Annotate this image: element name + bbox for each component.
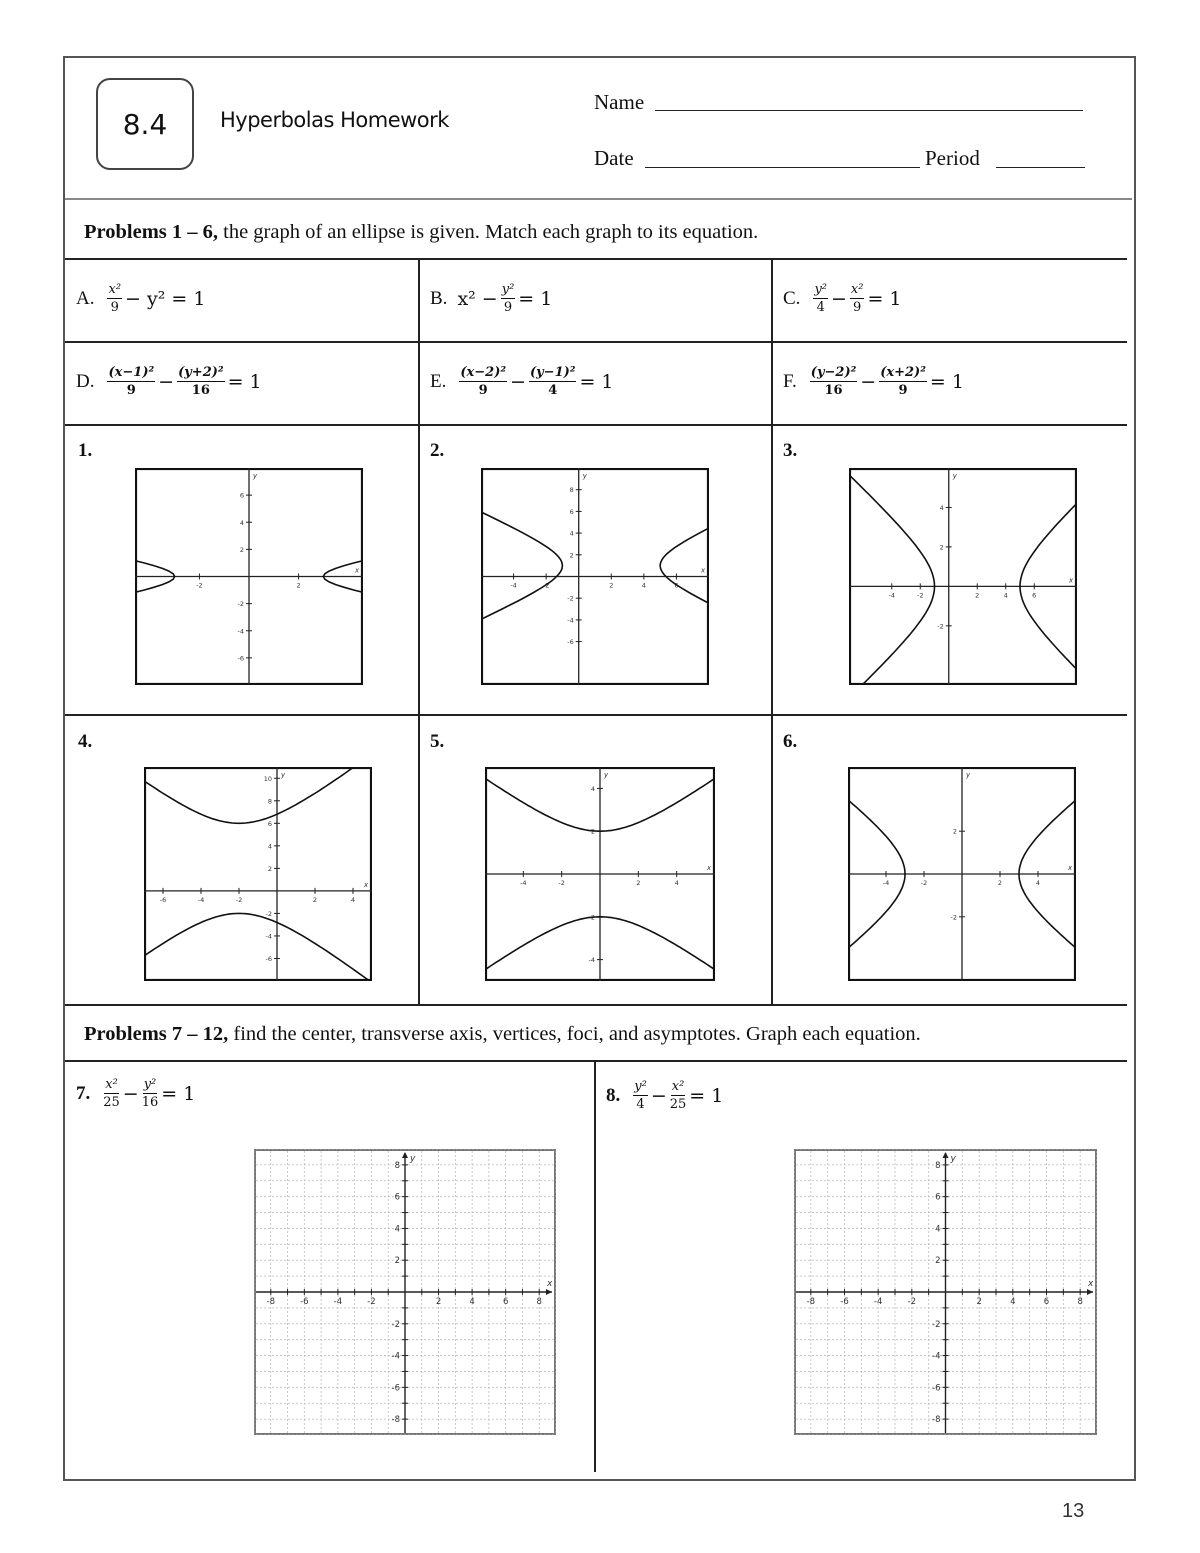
equation-f: [807, 365, 964, 398]
denominator: 9: [853, 300, 862, 315]
y-axis-label: y: [952, 472, 957, 480]
denominator: 9: [110, 300, 119, 315]
y-tick-label: -4: [265, 932, 272, 941]
equation-d: [104, 365, 261, 398]
denominator: 9: [898, 383, 908, 398]
x-tick-label: 2: [997, 879, 1003, 887]
x-tick-label: 8: [1077, 1297, 1083, 1307]
y-tick-label: -4: [391, 1351, 400, 1362]
minus-sign: −: [122, 1082, 139, 1105]
x-tick-label: -4: [882, 879, 890, 887]
graph-label-2: 2.: [430, 440, 445, 461]
denominator: 25: [669, 1097, 687, 1112]
x-axis-label: x: [547, 1279, 553, 1289]
numerator: (y−2)²: [810, 365, 857, 380]
x-tick-label: -6: [840, 1297, 849, 1307]
numerator: x²: [108, 282, 122, 297]
table-rule: [65, 258, 1127, 260]
x-tick-label: 6: [674, 581, 679, 590]
x-axis-label: x: [1088, 1279, 1094, 1289]
y-tick-label: -2: [567, 594, 574, 603]
numerator: (y−1)²: [529, 365, 576, 380]
y-axis-label: y: [582, 472, 587, 480]
y-tick-label: 6: [239, 491, 244, 500]
denominator: 16: [141, 1095, 159, 1110]
graph-5: [485, 767, 715, 981]
option-letter: F.: [783, 370, 797, 392]
header-divider: [65, 198, 1132, 200]
x-tick-label: 6: [502, 1297, 509, 1307]
x-tick-label: 4: [674, 879, 679, 887]
y-tick-label: 4: [939, 503, 944, 512]
x-axis-label: x: [701, 566, 706, 575]
denominator: 9: [478, 383, 488, 398]
equation-tail: = 1: [518, 287, 553, 310]
numerator: y²: [634, 1079, 647, 1094]
denominator: 4: [636, 1097, 645, 1112]
period-label: Period: [925, 146, 980, 170]
y-tick-label: 4: [569, 529, 574, 538]
denominator: 4: [548, 383, 558, 398]
numerator: (x−2)²: [460, 365, 507, 380]
x-tick-label: -2: [920, 879, 928, 887]
y-tick-label: -8: [932, 1415, 941, 1426]
x-axis-label: x: [1068, 864, 1073, 872]
option-letter: E.: [430, 370, 447, 392]
section1-lead: Problems 1 – 6,: [84, 221, 219, 243]
y-tick-label: 4: [590, 784, 595, 793]
numerator: (x−1)²: [108, 365, 155, 380]
equation-7: [100, 1077, 195, 1110]
x-tick-label: -2: [235, 895, 243, 904]
y-tick-label: 4: [394, 1224, 400, 1235]
option-b: [430, 282, 552, 315]
table-column-rule: [771, 258, 773, 1005]
minus-sign: −: [650, 1084, 667, 1107]
y-tick-label: 2: [267, 864, 272, 873]
y-tick-label: 8: [267, 797, 272, 806]
equation-tail: − y² = 1: [125, 287, 206, 310]
x-axis-label: x: [364, 880, 369, 889]
x-tick-label: 6: [1032, 591, 1037, 600]
y-tick-label: 6: [267, 819, 272, 828]
x-tick-label: -6: [159, 895, 167, 904]
y-tick-label: -2: [588, 913, 595, 922]
blank-graph-8[interactable]: [794, 1149, 1097, 1435]
equation-c: [810, 282, 901, 315]
y-axis-label: y: [966, 771, 971, 779]
equation-tail: = 1: [579, 370, 614, 393]
table-rule: [65, 714, 1127, 716]
x-tick-label: 2: [636, 879, 641, 887]
y-axis-label: y: [950, 1154, 956, 1164]
graph-label-5: 5.: [430, 731, 445, 752]
equation-a: [104, 282, 205, 315]
x-tick-label: -8: [806, 1297, 816, 1307]
problem-8: [606, 1079, 723, 1112]
option-letter: C.: [783, 287, 801, 309]
x-tick-label: 2: [975, 591, 980, 600]
x-tick-label: 4: [350, 895, 356, 904]
section2-lead: Problems 7 – 12,: [84, 1023, 229, 1045]
x-tick-label: 2: [609, 581, 614, 590]
option-letter: B.: [430, 287, 448, 309]
y-axis-label: y: [281, 771, 286, 779]
y-tick-label: -6: [237, 654, 244, 663]
x-tick-label: -6: [300, 1297, 309, 1307]
x-axis-label: x: [707, 864, 712, 872]
x-axis-label: x: [1069, 576, 1074, 585]
x-tick-label: -4: [510, 581, 517, 590]
minus-sign: −: [860, 370, 877, 393]
blank-graph-7[interactable]: [254, 1149, 556, 1435]
name-field[interactable]: [655, 110, 1083, 111]
section1-instructions: [84, 221, 758, 244]
table-column-rule: [594, 1060, 596, 1472]
y-tick-label: 4: [267, 842, 272, 851]
y-tick-label: -2: [265, 909, 272, 918]
graph-border: [850, 469, 1076, 684]
y-tick-label: 8: [935, 1160, 941, 1171]
equation-e: [456, 365, 613, 398]
table-column-rule: [418, 258, 420, 1005]
option-f: [783, 365, 964, 398]
graph-label-6: 6.: [783, 731, 798, 752]
equation-b: [457, 282, 552, 315]
y-tick-label: 2: [939, 543, 944, 552]
option-letter: D.: [76, 370, 95, 392]
table-rule: [65, 1004, 1127, 1006]
x-tick-label: -4: [873, 1297, 883, 1307]
name-label: Name: [594, 90, 645, 114]
numerator: x²: [105, 1077, 118, 1092]
x-tick-label: 2: [312, 895, 318, 904]
y-tick-label: 2: [569, 551, 574, 560]
y-tick-label: 4: [935, 1224, 941, 1235]
worksheet-title: Hyperbolas Homework: [220, 108, 449, 132]
y-tick-label: 6: [394, 1192, 400, 1203]
denominator: 4: [816, 300, 825, 315]
y-tick-label: -2: [937, 622, 944, 631]
minus-sign: −: [158, 370, 175, 393]
numerator: y²: [143, 1077, 157, 1092]
y-tick-label: 2: [394, 1256, 400, 1267]
y-axis-label: y: [604, 771, 609, 779]
table-rule: [65, 341, 1127, 343]
y-tick-label: -6: [391, 1383, 400, 1394]
x-tick-label: 2: [435, 1297, 442, 1307]
table-rule: [65, 1060, 1127, 1062]
problem-number: 7.: [76, 1082, 91, 1104]
equation-tail: = 1: [689, 1084, 724, 1107]
y-tick-label: 2: [952, 827, 957, 836]
y-tick-label: 6: [935, 1192, 941, 1203]
equation-tail: = 1: [929, 370, 964, 393]
date-label: Date: [594, 146, 634, 170]
y-tick-label: 10: [263, 774, 272, 783]
denominator: 9: [503, 300, 513, 315]
y-tick-label: -4: [237, 627, 244, 636]
graph-label-4: 4.: [78, 731, 93, 752]
x-tick-label: 4: [641, 581, 646, 590]
equation-head: x² −: [457, 287, 498, 310]
x-tick-label: 4: [1010, 1297, 1016, 1307]
y-tick-label: -6: [932, 1383, 941, 1394]
x-tick-label: -4: [197, 895, 205, 904]
problem-7: [76, 1077, 195, 1110]
x-tick-label: 8: [536, 1297, 542, 1307]
denominator: 25: [103, 1095, 120, 1110]
x-tick-label: -4: [333, 1297, 343, 1307]
y-axis-label: y: [410, 1154, 416, 1164]
y-tick-label: 6: [569, 507, 574, 516]
x-tick-label: -2: [196, 581, 203, 590]
graph-label-1: 1.: [78, 440, 93, 461]
equation-tail: = 1: [227, 370, 262, 393]
x-tick-label: 4: [469, 1297, 475, 1307]
denominator: 16: [824, 383, 843, 398]
x-tick-label: -2: [558, 879, 565, 887]
numerator: x²: [850, 282, 864, 297]
section1-text: the graph of an ellipse is given. Match each graph to its equation.: [218, 221, 759, 243]
x-tick-label: 2: [296, 581, 301, 590]
numerator: y²: [814, 282, 827, 297]
equation-tail: = 1: [867, 287, 902, 310]
date-field[interactable]: [645, 167, 920, 168]
graph-1: [135, 468, 363, 685]
numerator: y²: [501, 282, 515, 297]
x-tick-label: -8: [266, 1297, 276, 1307]
numerator: x²: [671, 1079, 685, 1094]
table-rule: [65, 424, 1127, 426]
y-tick-label: -2: [391, 1319, 400, 1330]
y-tick-label: -8: [391, 1415, 400, 1426]
y-tick-label: 2: [590, 827, 595, 836]
x-tick-label: -2: [917, 591, 924, 600]
denominator: 9: [126, 383, 136, 398]
y-tick-label: 4: [239, 518, 244, 527]
graph-6: [848, 767, 1076, 981]
graph-3: [849, 468, 1077, 685]
problem-number: 8.: [606, 1084, 621, 1106]
y-axis-label: y: [253, 472, 258, 480]
page-number: 13: [1062, 1500, 1085, 1522]
y-tick-label: 2: [239, 545, 244, 554]
lesson-number: 8.4: [122, 107, 168, 141]
x-tick-label: 4: [1035, 879, 1041, 887]
option-e: [430, 365, 614, 398]
x-tick-label: -4: [520, 879, 527, 887]
equation-tail: = 1: [161, 1082, 196, 1105]
option-c: [783, 282, 902, 315]
y-tick-label: -2: [950, 913, 957, 922]
option-d: [76, 365, 262, 398]
numerator: (y+2)²: [178, 365, 224, 380]
graph-4: [144, 767, 372, 981]
section2-text: find the center, transverse axis, vertices, foci, and asymptotes. Graph each equation.: [228, 1023, 921, 1045]
option-a: [76, 282, 205, 315]
numerator: (x+2)²: [880, 365, 926, 380]
y-tick-label: -4: [932, 1351, 941, 1362]
y-tick-label: -6: [265, 954, 272, 963]
y-tick-label: 8: [394, 1160, 400, 1171]
section2-instructions: [84, 1023, 921, 1046]
lesson-number-box: [96, 78, 194, 170]
y-tick-label: 2: [935, 1256, 941, 1267]
period-field[interactable]: [996, 167, 1085, 168]
x-tick-label: -2: [542, 581, 550, 590]
x-tick-label: 2: [976, 1297, 982, 1307]
minus-sign: −: [831, 287, 847, 310]
y-tick-label: -4: [588, 956, 595, 965]
y-tick-label: -2: [932, 1319, 941, 1330]
x-tick-label: -2: [367, 1297, 376, 1307]
option-letter: A.: [76, 287, 95, 309]
y-tick-label: -6: [567, 638, 574, 647]
equation-8: [630, 1079, 723, 1112]
denominator: 16: [191, 383, 210, 398]
x-tick-label: -2: [907, 1297, 917, 1307]
y-tick-label: -2: [237, 600, 244, 609]
x-tick-label: -4: [888, 591, 895, 600]
graph-label-3: 3.: [783, 440, 798, 461]
x-axis-label: x: [355, 566, 360, 575]
graph-border: [145, 768, 371, 980]
x-tick-label: 4: [1003, 591, 1008, 600]
x-tick-label: 6: [1043, 1297, 1050, 1307]
y-tick-label: -4: [567, 616, 574, 625]
minus-sign: −: [510, 370, 526, 393]
y-tick-label: 8: [569, 486, 574, 495]
graph-2: [481, 468, 709, 685]
